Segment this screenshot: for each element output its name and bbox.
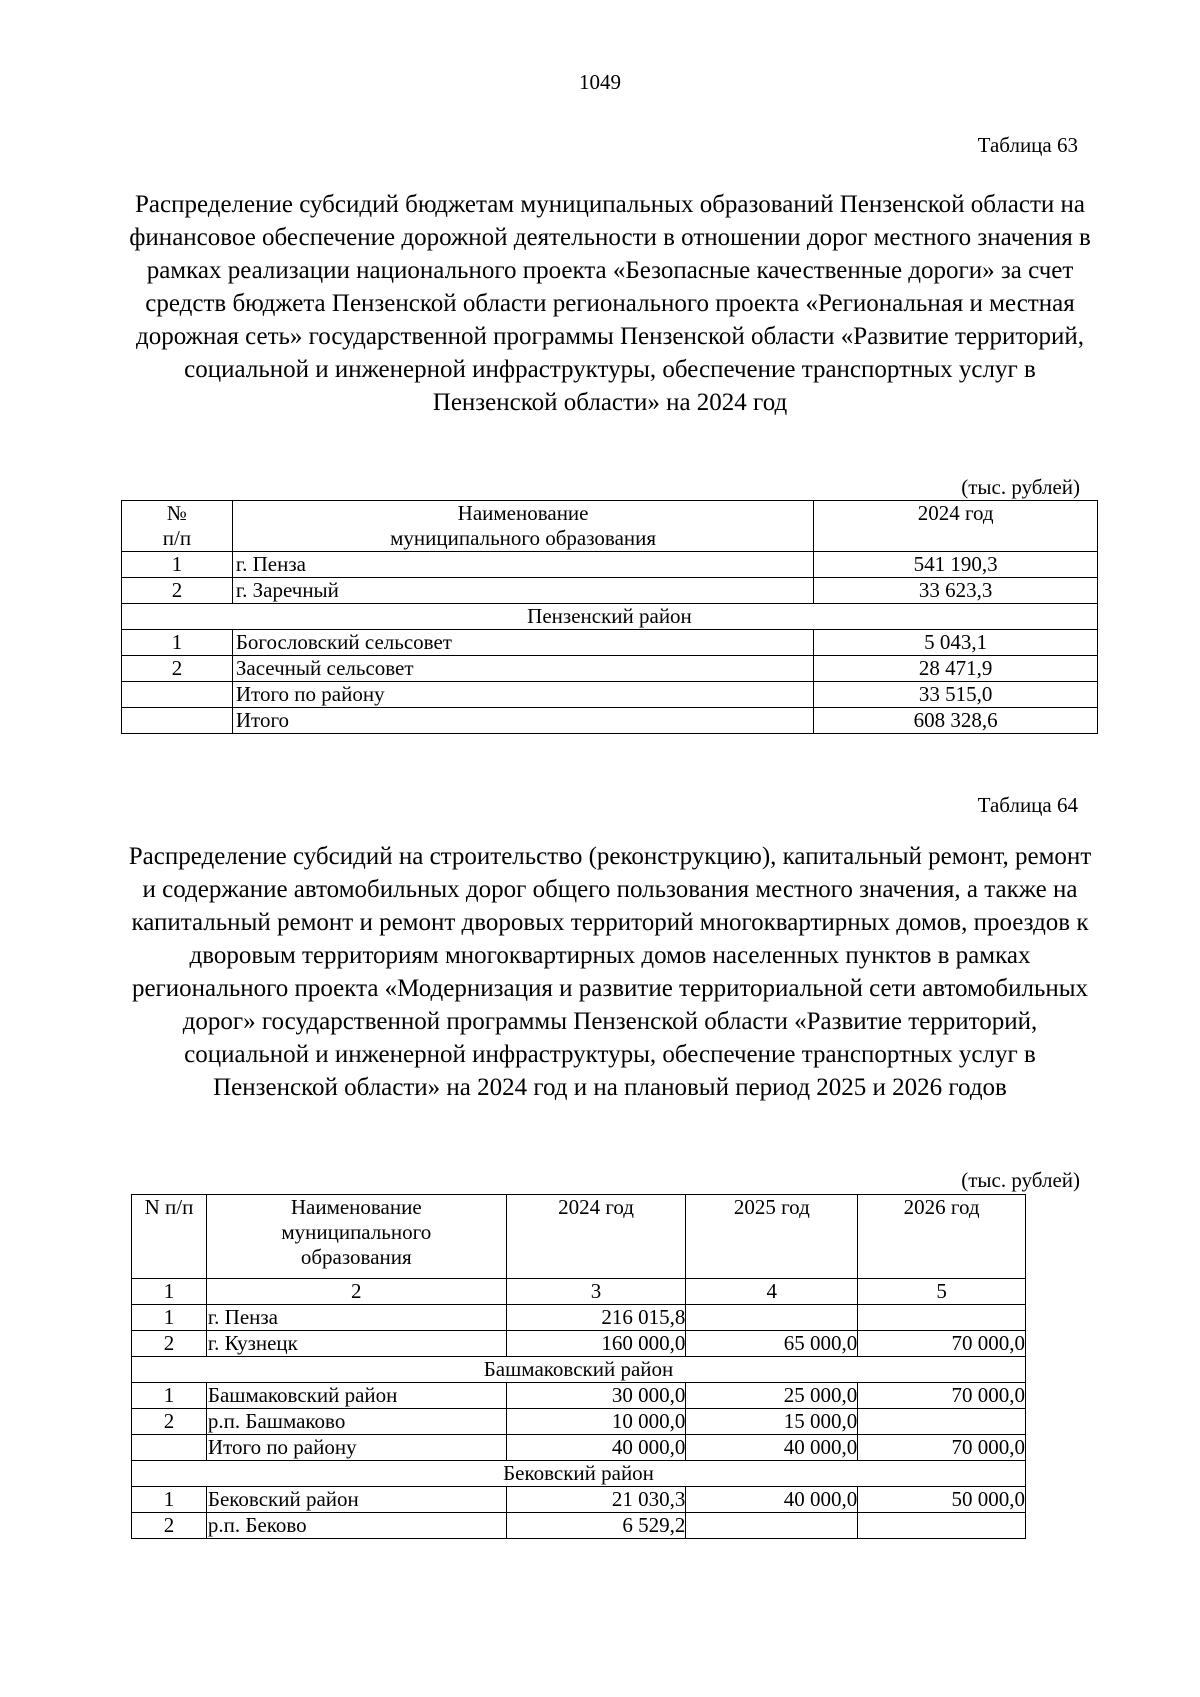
section-title: Пензенский район	[122, 604, 1098, 630]
cell-name: Богословский сельсовет	[232, 630, 813, 656]
cell-name: Засечный сельсовет	[232, 656, 813, 682]
cell-2024: 216 015,8	[506, 1305, 686, 1331]
table-64-header-2025: 2025 год	[686, 1195, 858, 1279]
table-64-label: Таблица 64	[977, 793, 1078, 817]
cell-num	[122, 682, 233, 708]
table-64-header-row	[132, 1195, 1026, 1279]
col-number: 3	[506, 1279, 686, 1305]
cell-name: г. Заречный	[232, 578, 813, 604]
cell-2024: 160 000,0	[506, 1331, 686, 1357]
table-63-header-year: 2024 год	[814, 501, 1098, 552]
cell-2026	[858, 1305, 1026, 1331]
cell-num: 1	[132, 1383, 207, 1409]
cell-2025	[686, 1513, 858, 1539]
cell-2026: 70 000,0	[858, 1331, 1026, 1357]
cell-2024: 5 043,1	[814, 630, 1098, 656]
total-row	[122, 708, 1098, 734]
cell-2024: 608 328,6	[814, 708, 1098, 734]
table-row	[122, 552, 1098, 578]
table-64-units: (тыс. рублей)	[961, 1168, 1080, 1192]
table-64-caption: Распределение субсидий на строительство (реконструкцию), капитальный ремонт, ремонт и содержание автомобильных дорог общего пользования местного значения, а также на капитальный ремонт и ремонт дворовых территорий многоквартирных домов, проездов к дворовым территориям многоквартирных домов населенных пунктов в рамках регионального проекта «Модернизация и развитие территориальной сети автомобильных дорог» государственной программы Пензенской области «Развитие территорий, социальной и инженерной инфраструктуры, обеспечение транспортных услуг в Пензенской области» на 2024 год и на плановый период 2025 и 2026 годов	[128, 843, 1092, 1101]
cell-name: р.п. Беково	[206, 1513, 506, 1539]
subtotal-row	[132, 1435, 1026, 1461]
table-row	[122, 630, 1098, 656]
table-row	[132, 1487, 1026, 1513]
header-num-line2: п/п	[162, 526, 192, 550]
table-64	[131, 1194, 1026, 1539]
cell-2024: 541 190,3	[814, 552, 1098, 578]
cell-name: г. Пенза	[206, 1305, 506, 1331]
table-64-header-2024: 2024 год	[506, 1195, 686, 1279]
cell-2026	[858, 1409, 1026, 1435]
table-row	[132, 1383, 1026, 1409]
table-63-header-row	[122, 501, 1098, 552]
page-number: 1049	[579, 70, 621, 94]
col-number: 2	[206, 1279, 506, 1305]
header-name-line2: муниципального	[281, 1220, 432, 1244]
cell-num	[132, 1435, 207, 1461]
cell-2025: 65 000,0	[686, 1331, 858, 1357]
cell-2024: 33 623,3	[814, 578, 1098, 604]
table-row	[132, 1331, 1026, 1357]
table-63-caption: Распределение субсидий бюджетам муниципальных образований Пензенской области на финансовое обеспечение дорожной деятельности в отношении дорог местного значения в рамках реализации национального проекта «Безопасные качественные дороги» за счет средств бюджета Пензенской области регионального проекта «Региональная и местная дорожная сеть» государственной программы Пензенской области «Развитие территорий, социальной и инженерной инфраструктуры, обеспечение транспортных услуг в Пензенской области» на 2024 год	[129, 191, 1091, 416]
header-name-line1: Наименование	[290, 1195, 422, 1219]
cell-2024: 21 030,3	[506, 1487, 686, 1513]
section-row	[132, 1461, 1026, 1487]
cell-2024: 33 515,0	[814, 682, 1098, 708]
cell-2026	[858, 1513, 1026, 1539]
cell-2024: 10 000,0	[506, 1409, 686, 1435]
section-title: Башмаковский район	[132, 1357, 1026, 1383]
cell-2024: 28 471,9	[814, 656, 1098, 682]
table-row	[122, 578, 1098, 604]
table-row	[132, 1305, 1026, 1331]
section-row	[122, 604, 1098, 630]
cell-2026: 70 000,0	[858, 1383, 1026, 1409]
col-number: 5	[858, 1279, 1026, 1305]
cell-num: 1	[132, 1305, 207, 1331]
table-63-units: (тыс. рублей)	[961, 475, 1080, 499]
table-row	[132, 1513, 1026, 1539]
header-name-line3: образования	[300, 1245, 412, 1269]
cell-num: 2	[132, 1513, 207, 1539]
cell-name: Итого	[232, 708, 813, 734]
header-num-line1: №	[166, 501, 187, 525]
section-title: Бековский район	[132, 1461, 1026, 1487]
header-name-line2: муниципального образования	[390, 526, 657, 550]
cell-num: 1	[132, 1487, 207, 1513]
cell-2025: 15 000,0	[686, 1409, 858, 1435]
table-row	[132, 1409, 1026, 1435]
cell-2025	[686, 1305, 858, 1331]
cell-name: г. Пенза	[232, 552, 813, 578]
table-63-header-name	[232, 501, 813, 552]
table-63-header-num	[122, 501, 233, 552]
cell-2025: 40 000,0	[686, 1435, 858, 1461]
cell-num: 2	[132, 1409, 207, 1435]
table-64-header-name	[206, 1195, 506, 1279]
cell-name: г. Кузнецк	[206, 1331, 506, 1357]
cell-2024: 40 000,0	[506, 1435, 686, 1461]
col-number: 1	[132, 1279, 207, 1305]
table-63-label: Таблица 63	[977, 133, 1078, 157]
subtotal-row	[122, 682, 1098, 708]
cell-num: 2	[122, 578, 233, 604]
cell-num: 2	[132, 1331, 207, 1357]
table-63	[121, 500, 1098, 734]
table-64-header-num: N п/п	[132, 1195, 207, 1279]
cell-2026: 70 000,0	[858, 1435, 1026, 1461]
cell-name: Башмаковский район	[206, 1383, 506, 1409]
cell-num: 2	[122, 656, 233, 682]
cell-2024: 30 000,0	[506, 1383, 686, 1409]
cell-2025: 40 000,0	[686, 1487, 858, 1513]
cell-name: Итого по району	[206, 1435, 506, 1461]
cell-2026: 50 000,0	[858, 1487, 1026, 1513]
header-name-line1: Наименование	[457, 501, 589, 525]
section-row	[132, 1357, 1026, 1383]
cell-num	[122, 708, 233, 734]
cell-name: р.п. Башмаково	[206, 1409, 506, 1435]
col-number: 4	[686, 1279, 858, 1305]
cell-2024: 6 529,2	[506, 1513, 686, 1539]
cell-num: 1	[122, 552, 233, 578]
column-numbers-row	[132, 1279, 1026, 1305]
table-row	[122, 656, 1098, 682]
cell-2025: 25 000,0	[686, 1383, 858, 1409]
cell-name: Бековский район	[206, 1487, 506, 1513]
cell-name: Итого по району	[232, 682, 813, 708]
cell-num: 1	[122, 630, 233, 656]
table-64-header-2026: 2026 год	[858, 1195, 1026, 1279]
